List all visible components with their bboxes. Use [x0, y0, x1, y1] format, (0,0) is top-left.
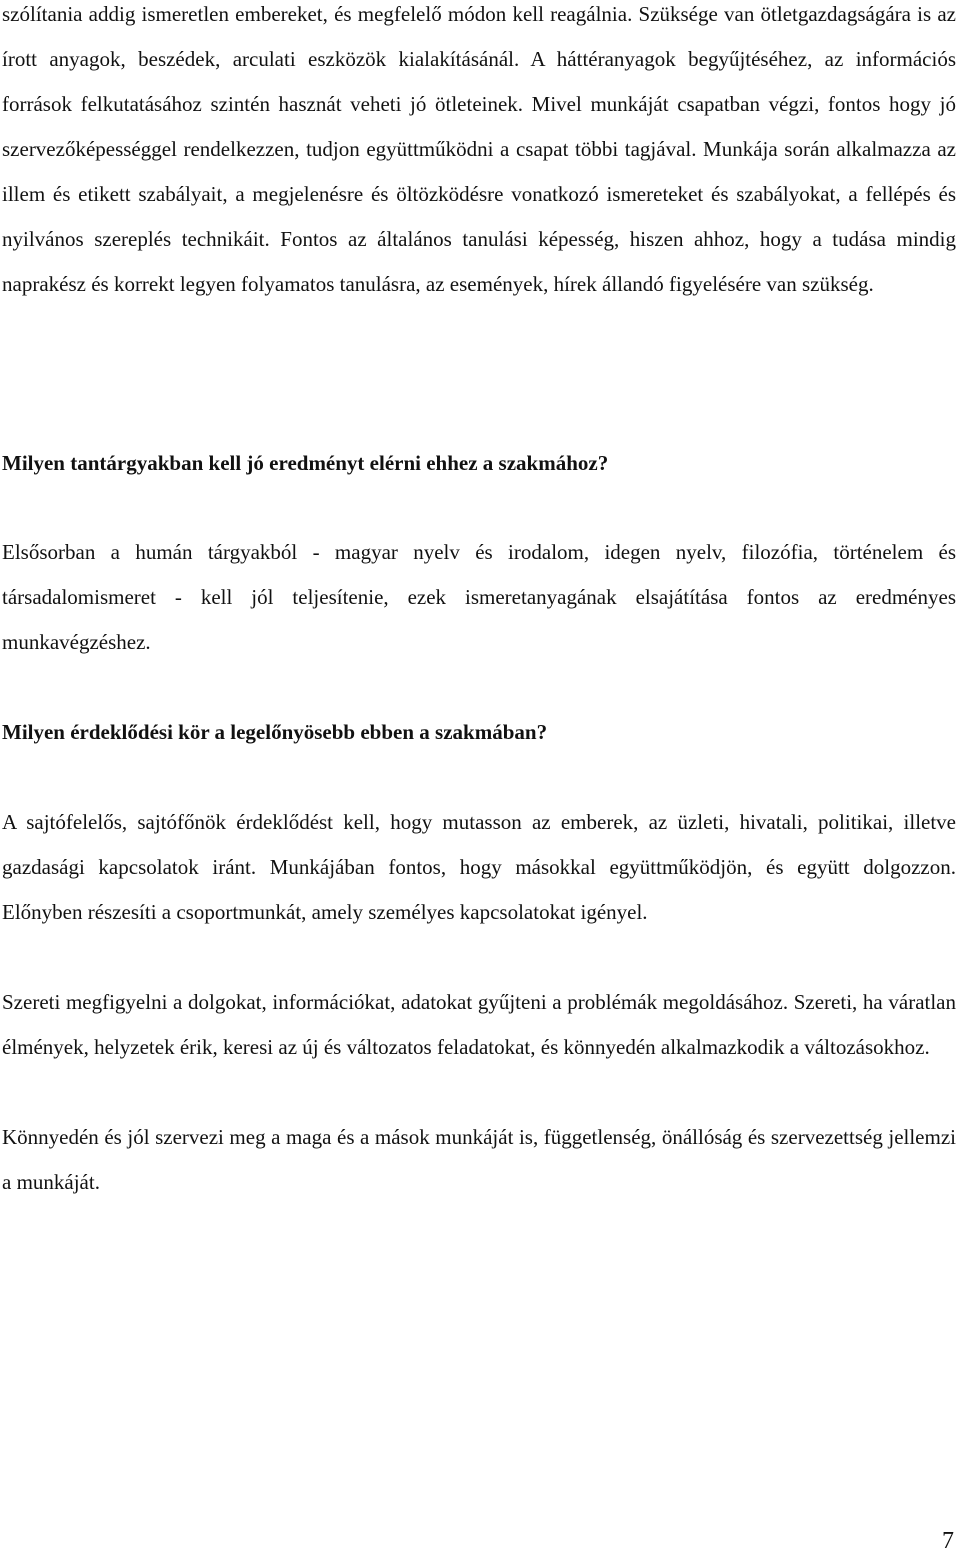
- body-paragraph: Szereti megfigyelni a dolgokat, információkat, adatokat gyűjteni a problémák megoldásához. Szereti, ha váratlan élmények, helyzetek érik, keresi az új és változatos feladatokat, és könnyedén alkalmazkodik a változásokhoz.: [2, 990, 956, 1059]
- body-paragraph: A sajtófelelős, sajtófőnök érdeklődést kell, hogy mutasson az emberek, az üzleti, hivatali, politikai, illetve gazdasági kapcsolatok iránt. Munkájában fontos, hogy másokkal együttműködjön, és együtt dolgozzon. Előnyben részesíti a csoportmunkát, amely személyes kapcsolatokat igényel.: [2, 810, 956, 924]
- body-paragraph: szólítania addig ismeretlen embereket, és megfelelő módon kell reagálnia. Szüksége van ötletgazdagságára is az írott anyagok, beszédek, arculati eszközök kialakításánál. A háttéranyagok begyűjtéséhez, az információs források felkutatásához szintén hasznát veheti jó ötleteinek. Mivel munkáját csapatban végzi, fontos hogy jó szervezőképességgel rendelkezzen, tudjon együttműködni a csapat többi tagjával. Munkája során alkalmazza az illem és etikett szabályait, a megjelenésre és öltözködésre vonatkozó ismereteket és szabályokat, a fellépés és nyilvános szereplés technikáit. Fontos az általános tanulási képesség, hiszen ahhoz, hogy a tudása mindig naprakész és korrekt legyen folyamatos tanulásra, az események, hírek állandó figyelésére van szükség.: [2, 2, 956, 296]
- body-paragraph: Elsősorban a humán tárgyakból - magyar nyelv és irodalom, idegen nyelv, filozófia, történelem és társadalomismeret - kell jól teljesítenie, ezek ismeretanyagának elsajátítása fontos az eredményes munkavégzéshez.: [2, 540, 956, 654]
- page-number: 7: [942, 1528, 954, 1554]
- section-heading: Milyen tantárgyakban kell jó eredményt elérni ehhez a szakmához?: [2, 451, 609, 475]
- body-paragraph: Könnyedén és jól szervezi meg a maga és a mások munkáját is, függetlenség, önállóság és szervezettség jellemzi a munkáját.: [2, 1125, 956, 1194]
- section-heading: Milyen érdeklődési kör a legelőnyösebb ebben a szakmában?: [2, 720, 548, 744]
